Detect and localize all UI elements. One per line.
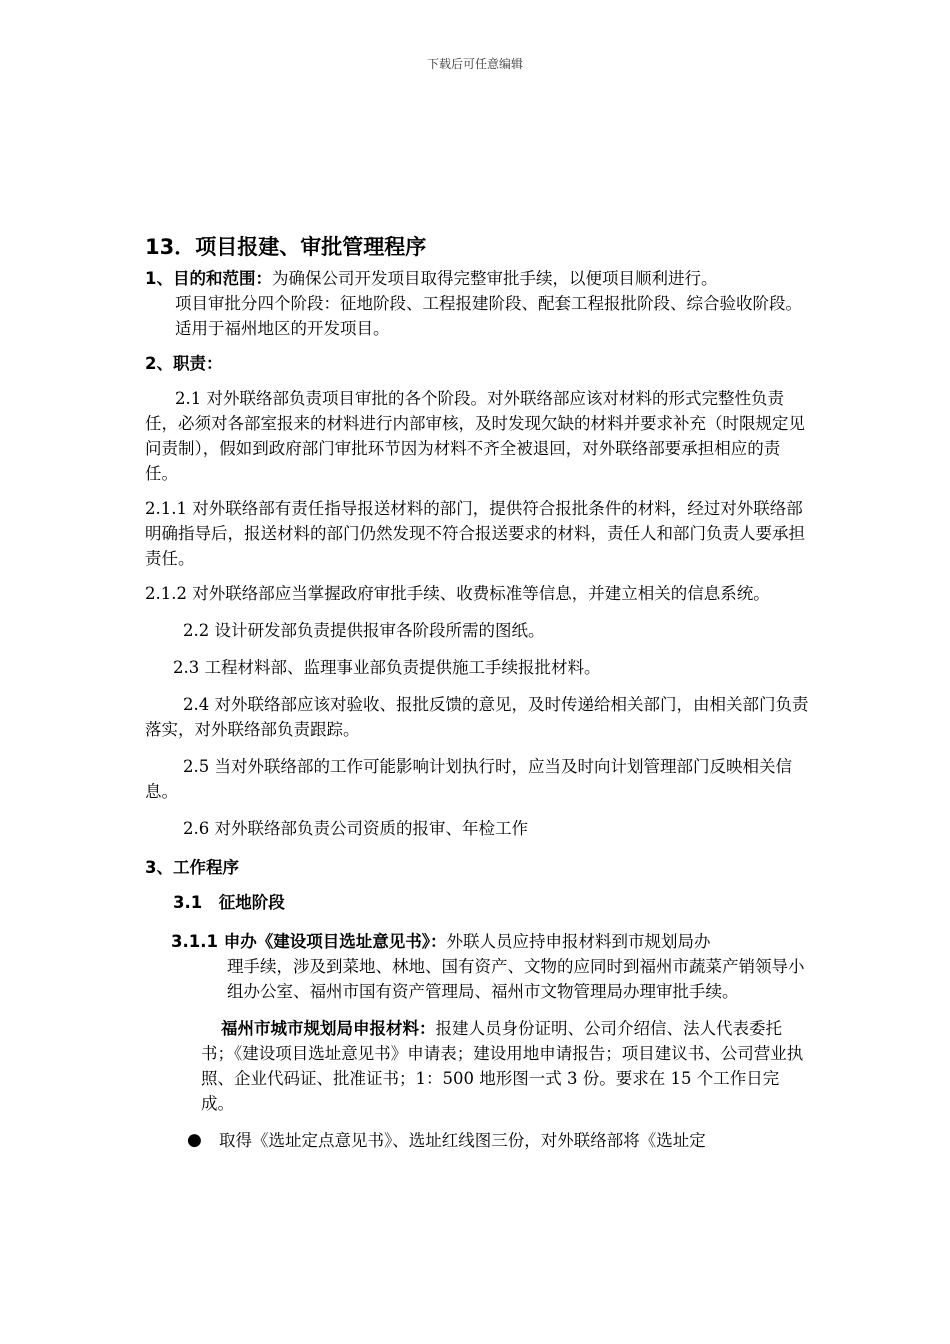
section-1-label: 1、目的和范围： — [145, 269, 272, 288]
item-3-1-1 — [171, 929, 809, 1004]
para-2-3: 2.3 工程材料部、监理事业部负责提供施工手续报批材料。 — [173, 658, 601, 677]
para-2-2: 2.2 设计研发部负责提供报审各阶段所需的图纸。 — [183, 621, 545, 640]
bullet-text: 取得《选址定点意见书》、选址红线图三份，对外联络部将《选址定 — [219, 1131, 706, 1150]
para-2-1-2: 2.1.2 对外联络部应当掌握政府审批手续、收费标准等信息，并建立相关的信息系统。 — [145, 584, 770, 603]
section-1-text-rest: 项目审批分四个阶段：征地阶段、工程报建阶段、配套工程报批阶段、综合验收阶段。适用于福州地区的开发项目。 — [175, 294, 802, 338]
bullet-item — [145, 1128, 809, 1153]
para-2-4: 2.4 对外联络部应该对验收、报批反馈的意见，及时传递给相关部门，由相关部门负责落实，对外联络部负责跟踪。 — [145, 695, 809, 739]
para-2-1-1: 2.1.1 对外联络部有责任指导报送材料的部门，提供符合报批条件的材料，经过对外联络部明确指导后，报送材料的部门仍然发现不符合报送要求的材料，责任人和部门负责人要承担责任。 — [145, 499, 805, 568]
section-1-text-line1: 为确保公司开发项目取得完整审批手续，以便项目顺利进行。 — [271, 269, 718, 288]
subsection-3-1: 3.1 征地阶段 — [173, 893, 285, 912]
header-note: 下载后可任意编辑 — [426, 57, 523, 71]
materials-text: 报建人员身份证明、公司介绍信、法人代表委托书；《建设项目选址意见书》申请表；建设用地申请报告；项目建议书、公司营业执照、企业代码证、批准证书；1：500 地形图一式 3 份。要求在 15 个工作日完成。 — [201, 1019, 804, 1113]
materials-paragraph — [201, 1016, 809, 1116]
bullet-dot-icon: ● — [187, 1130, 202, 1150]
item-3-1-1-text-rest: 理手续，涉及到菜地、林地、国有资产、文物的应同时到福州市蔬菜产销领导小组办公室、福州市国有资产管理局、福州市文物管理局办理审批手续。 — [227, 957, 805, 1001]
para-2-1: 2.1 对外联络部负责项目审批的各个阶段。对外联络部应该对材料的形式完整性负责任，必须对各部室报来的材料进行内部审核，及时发现欠缺的材料并要求补充（时限规定见问责制），假如到政府部门审批环节因为材料不齐全被退回，对外联络部要承担相应的责任。 — [145, 389, 805, 483]
section-2-label: 2、职责： — [145, 354, 223, 373]
section-1 — [145, 266, 809, 341]
item-3-1-1-text-line1: 外联人员应持申报材料到市规划局办 — [446, 932, 711, 951]
materials-label: 福州市城市规划局申报材料： — [221, 1019, 436, 1038]
document-body — [145, 232, 809, 1153]
para-2-6: 2.6 对外联络部负责公司资质的报审、年检工作 — [183, 819, 528, 838]
item-3-1-1-label: 3.1.1 申办《建设项目选址意见书》： — [171, 932, 447, 951]
section-3-label: 3、工作程序 — [145, 858, 239, 877]
para-2-5: 2.5 当对外联络部的工作可能影响计划执行时，应当及时向计划管理部门反映相关信息。 — [145, 757, 792, 801]
document-title: 13．项目报建、审批管理程序 — [145, 235, 427, 259]
